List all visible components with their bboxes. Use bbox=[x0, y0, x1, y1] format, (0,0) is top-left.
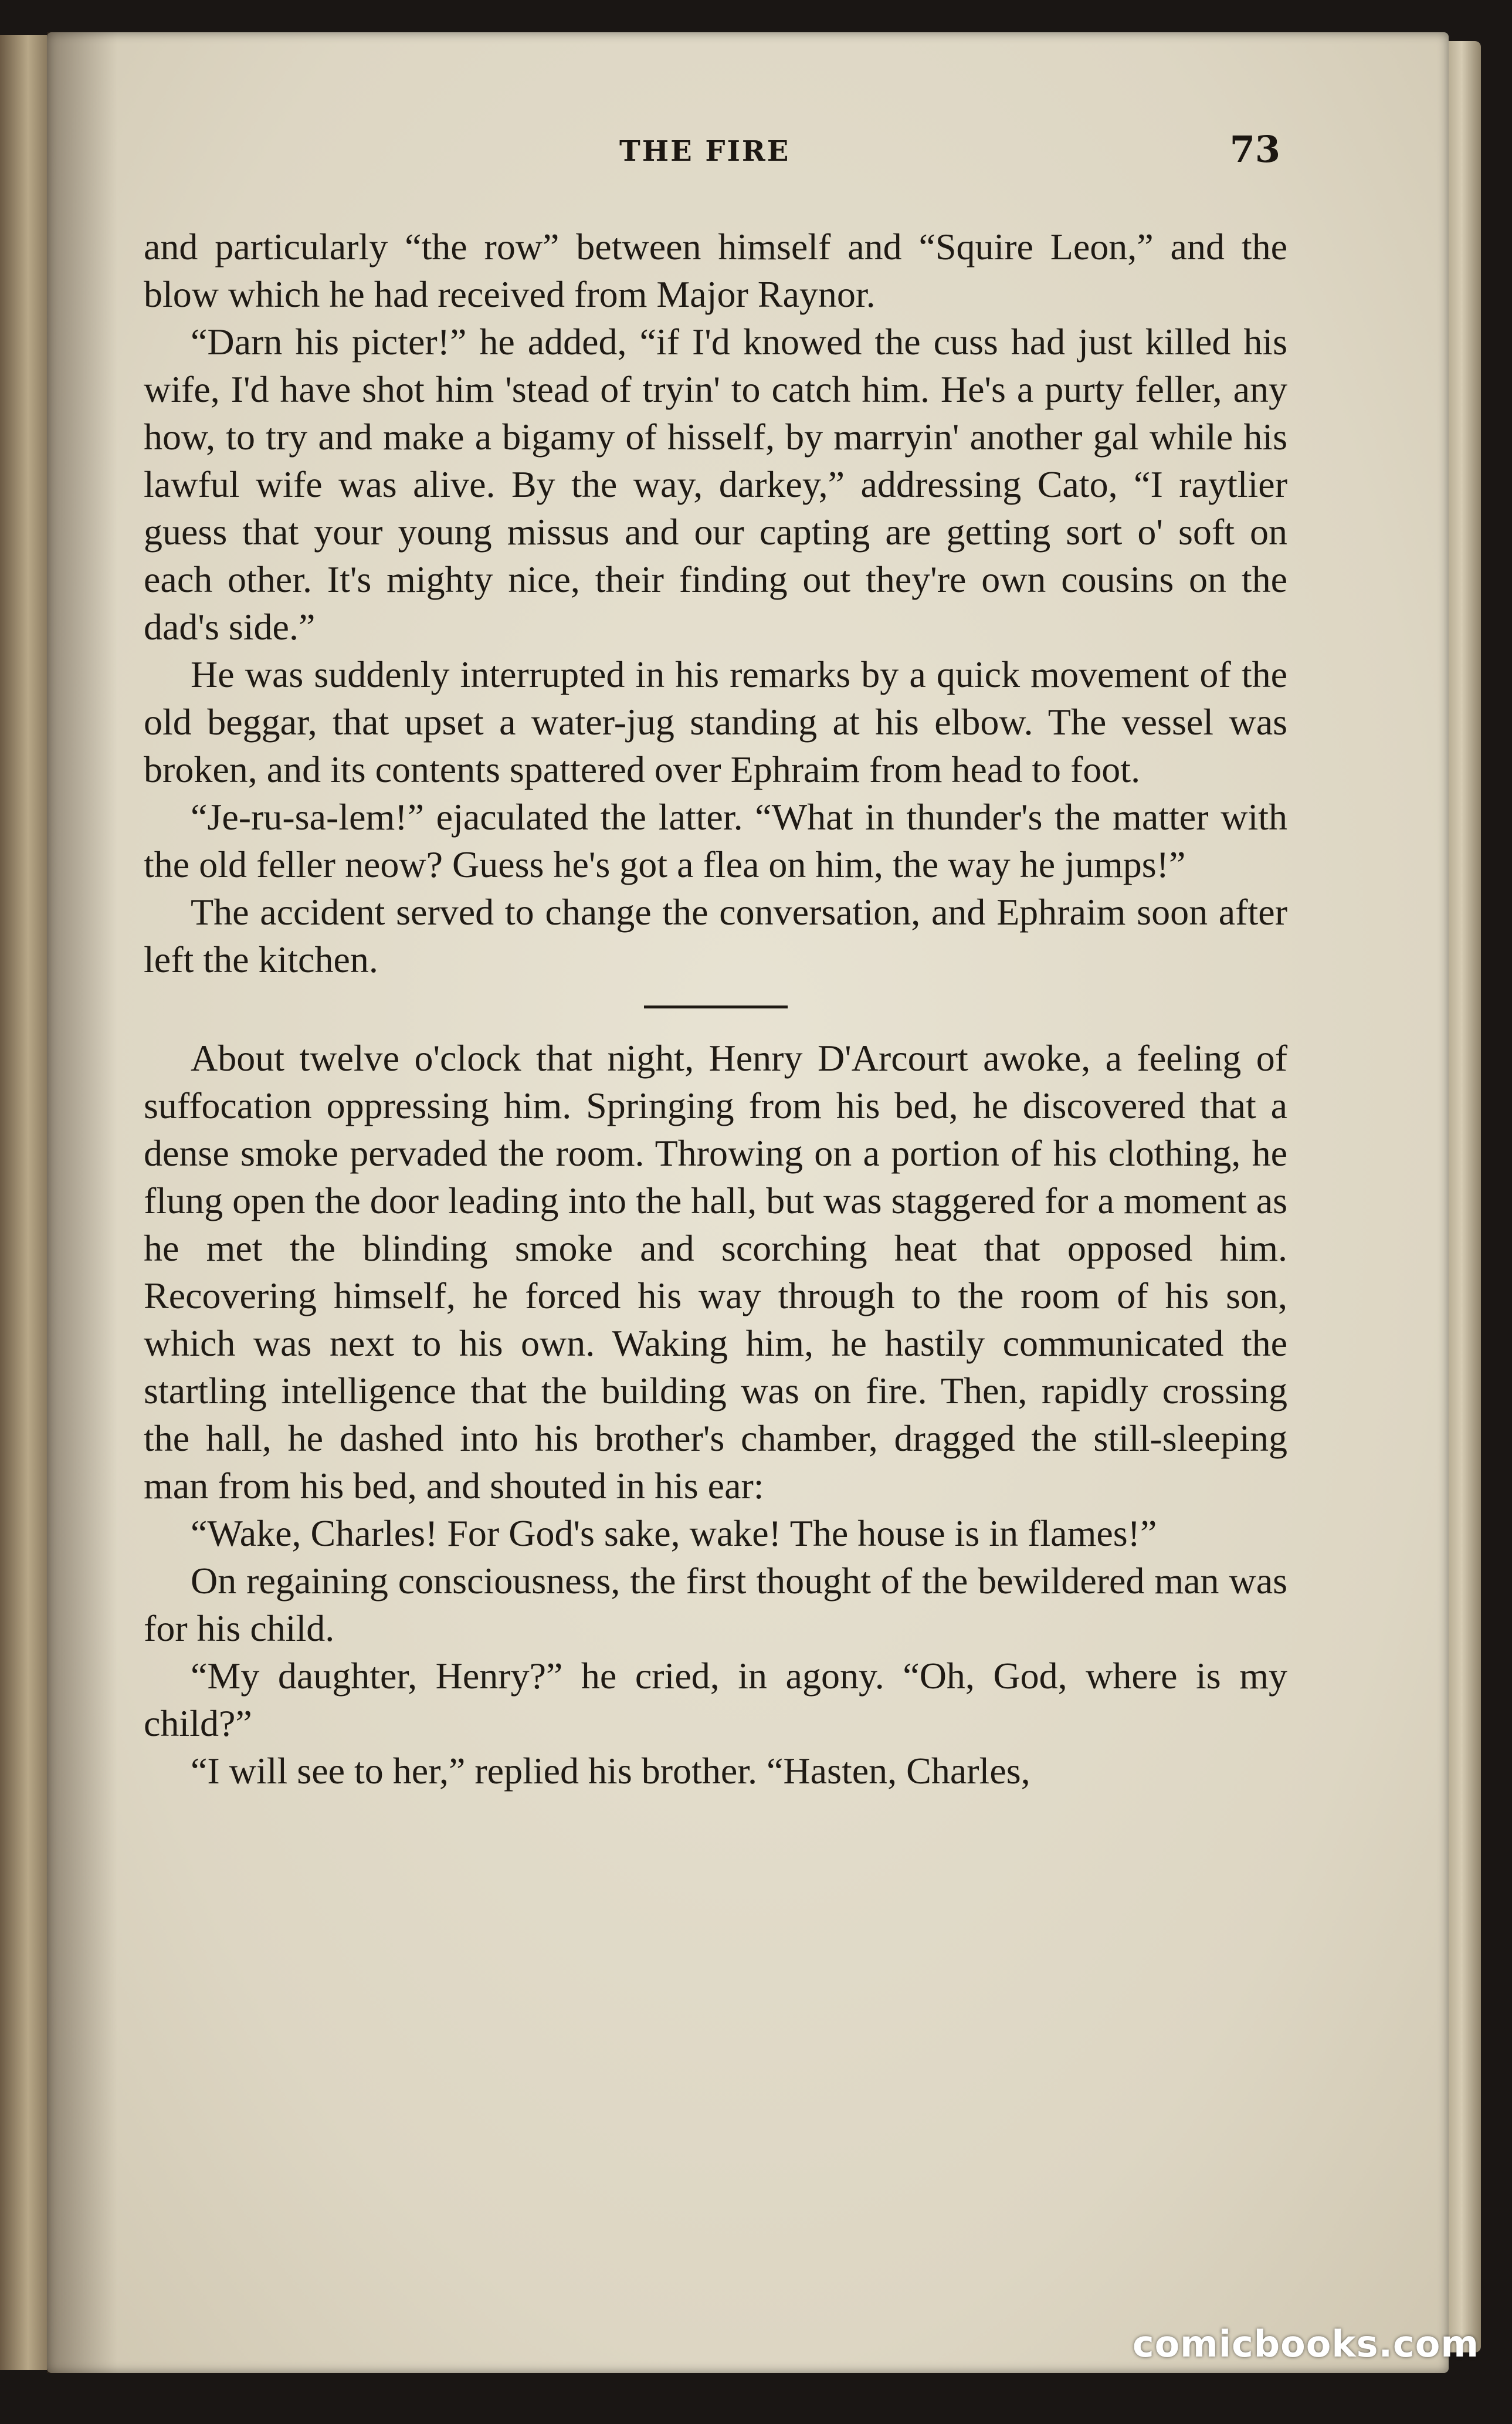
paragraph: On regaining consciousness, the first thought of the bewildered man was for his child. bbox=[144, 1560, 1287, 1649]
paragraph: and particularly “the row” between himself and “Squire Leon,” and the blow which he had received from Major Raynor. bbox=[144, 226, 1287, 315]
paragraph: The accident served to change the conversation, and Ephraim soon after left the kitchen. bbox=[144, 891, 1287, 980]
paragraph: “My daughter, Henry?” he cried, in agony. “Oh, God, where is my child?” bbox=[144, 1655, 1287, 1744]
paragraph: “Wake, Charles! For God's sake, wake! The house is in flames!” bbox=[191, 1512, 1157, 1554]
body-text bbox=[144, 223, 1287, 1795]
facing-page-edge bbox=[0, 35, 47, 2370]
paragraph: He was suddenly interrupted in his remarks by a quick movement of the old beggar, that upset a water-jug standing at his elbow. The vessel was broken, and its contents spattered over Ephraim from head to foot. bbox=[144, 654, 1287, 790]
paragraph: “I will see to her,” replied his brother. “Hasten, Charles, bbox=[191, 1750, 1030, 1792]
paragraph: “Darn his picter!” he added, “if I'd knowed the cuss had just killed his wife, I'd have shot him 'stead of tryin' to catch him. He's a purty feller, any how, to try and make a bigamy of hisself, by marryin' another gal while his lawful wife was alive. By the way, darkey,” addressing Cato, “I raytlier guess that your young missus and our capting are getting sort o' soft on each other. It's mighty nice, their finding out they're own cousins on the dad's side.” bbox=[144, 321, 1287, 648]
page-number: 73 bbox=[1229, 128, 1280, 171]
paragraph: “Je-ru-sa-lem!” ejaculated the latter. “What in thunder's the matter with the old feller neow? Guess he's got a flea on him, the way he jumps!” bbox=[144, 796, 1287, 885]
gutter-shadow bbox=[47, 32, 117, 2373]
watermark-logo: comicbooks.com bbox=[1132, 2323, 1479, 2365]
running-head: THE FIRE bbox=[619, 135, 791, 168]
section-divider bbox=[644, 1006, 788, 1008]
page-stack-edge bbox=[1449, 41, 1481, 2352]
paragraph: About twelve o'clock that night, Henry D'Arcourt awoke, a feeling of suffocation oppressing him. Springing from his bed, he discovered that a dense smoke pervaded the room. Throwing on a portion of his clothing, he flung open the door leading into the hall, but was staggered for a moment as he met the blinding smoke and scorching heat that opposed him. Recovering himself, he forced his way through to the room of his son, which was next to his own. Waking him, he hastily communicated the startling intelligence that the building was on fire. Then, rapidly crossing the hall, he dashed into his brother's chamber, dragged the still-sleeping man from his bed, and shouted in his ear: bbox=[144, 1037, 1287, 1506]
